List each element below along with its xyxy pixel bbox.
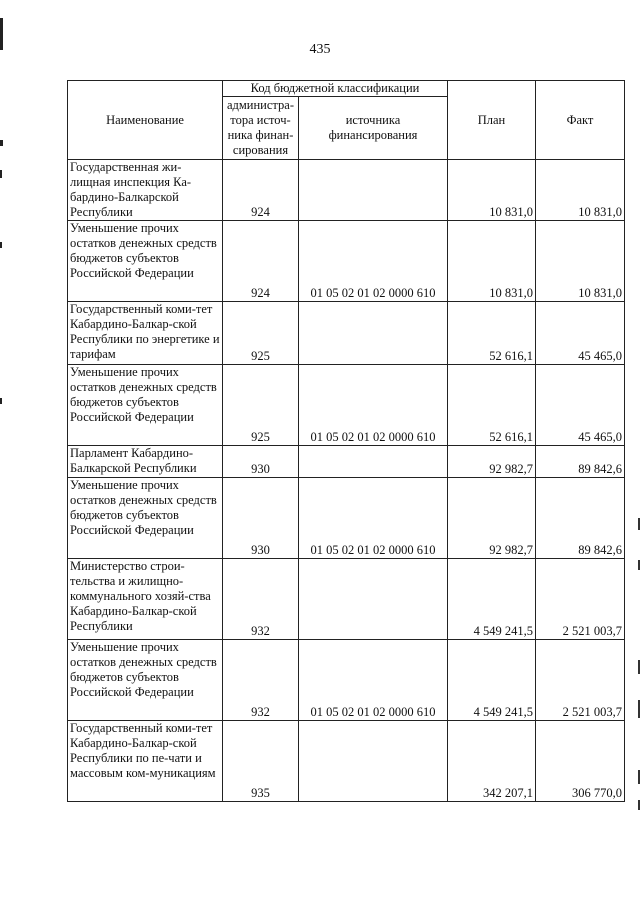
row-source-code-cell: [299, 721, 448, 802]
row-fact-cell: 10 831,0: [536, 221, 625, 302]
row-name-cell: Государственный коми-тет Кабардино-Балкар-ской Республики по пе-чати и массовым ком-муникациям: [68, 721, 223, 802]
scan-edge-mark: [0, 242, 2, 248]
table-header: [68, 81, 625, 160]
row-fact-cell: 2 521 003,7: [536, 640, 625, 721]
scan-edge-mark: [0, 398, 2, 404]
row-name-cell: Уменьшение прочих остатков денежных средств бюджетов субъектов Российской Федерации: [68, 221, 223, 302]
row-name-cell: Государственный коми-тет Кабардино-Балкар-ской Республики по энергетике и тарифам: [68, 302, 223, 365]
row-plan-cell: 4 549 241,5: [448, 640, 536, 721]
table-row: [68, 365, 625, 446]
row-source-code-cell: [299, 446, 448, 478]
page-number: 435: [309, 42, 331, 57]
row-admin-code-cell: 924: [223, 221, 299, 302]
table-row: [68, 640, 625, 721]
row-admin-code-cell: 932: [223, 559, 299, 640]
row-plan-cell: 4 549 241,5: [448, 559, 536, 640]
scan-edge-mark: [0, 170, 2, 178]
table-row: [68, 302, 625, 365]
row-name-cell: Парламент Кабардино-Балкарской Республики: [68, 446, 223, 478]
budget-table: [67, 80, 625, 802]
row-name-cell: Уменьшение прочих остатков денежных средств бюджетов субъектов Российской Федерации: [68, 365, 223, 446]
row-source-code-cell: [299, 160, 448, 221]
row-plan-cell: 52 616,1: [448, 302, 536, 365]
row-admin-code-cell: 925: [223, 365, 299, 446]
row-source-code-cell: [299, 302, 448, 365]
row-fact-cell: 45 465,0: [536, 302, 625, 365]
row-fact-cell: 306 770,0: [536, 721, 625, 802]
row-admin-code-cell: 924: [223, 160, 299, 221]
row-admin-code-cell: 932: [223, 640, 299, 721]
row-name-cell: Уменьшение прочих остатков денежных средств бюджетов субъектов Российской Федерации: [68, 640, 223, 721]
header-fact: Факт: [536, 81, 625, 160]
row-plan-cell: 10 831,0: [448, 221, 536, 302]
row-name-cell: Государственная жи-лищная инспекция Ка-бардино-Балкарской Республики: [68, 160, 223, 221]
header-admin-code: администра-тора источ-ника финан-сирования: [223, 97, 299, 160]
row-fact-cell: 2 521 003,7: [536, 559, 625, 640]
header-row: [68, 81, 625, 97]
row-admin-code-cell: 925: [223, 302, 299, 365]
row-fact-cell: 89 842,6: [536, 478, 625, 559]
table-row: [68, 721, 625, 802]
row-admin-code-cell: 930: [223, 446, 299, 478]
row-fact-cell: 89 842,6: [536, 446, 625, 478]
row-source-code-cell: [299, 559, 448, 640]
scan-edge-mark: [0, 140, 3, 146]
row-plan-cell: 10 831,0: [448, 160, 536, 221]
table-row: [68, 221, 625, 302]
row-source-code-cell: 01 05 02 01 02 0000 610: [299, 478, 448, 559]
row-plan-cell: 52 616,1: [448, 365, 536, 446]
table-body: [68, 160, 625, 802]
row-plan-cell: 92 982,7: [448, 446, 536, 478]
row-fact-cell: 45 465,0: [536, 365, 625, 446]
header-plan: План: [448, 81, 536, 160]
row-source-code-cell: 01 05 02 01 02 0000 610: [299, 640, 448, 721]
table-row: [68, 446, 625, 478]
row-plan-cell: 92 982,7: [448, 478, 536, 559]
row-fact-cell: 10 831,0: [536, 160, 625, 221]
header-source-code: источника финансирования: [299, 97, 448, 160]
row-source-code-cell: 01 05 02 01 02 0000 610: [299, 365, 448, 446]
row-admin-code-cell: 930: [223, 478, 299, 559]
row-name-cell: Министерство строи-тельства и жилищно-коммунального хозяй-ства Кабардино-Балкар-ской Республики: [68, 559, 223, 640]
table-row: [68, 559, 625, 640]
row-name-cell: Уменьшение прочих остатков денежных средств бюджетов субъектов Российской Федерации: [68, 478, 223, 559]
table-row: [68, 478, 625, 559]
table-row: [68, 160, 625, 221]
header-name: Наименование: [68, 81, 223, 160]
header-code-group: Код бюджетной классификации: [223, 81, 448, 97]
row-source-code-cell: 01 05 02 01 02 0000 610: [299, 221, 448, 302]
row-admin-code-cell: 935: [223, 721, 299, 802]
row-plan-cell: 342 207,1: [448, 721, 536, 802]
